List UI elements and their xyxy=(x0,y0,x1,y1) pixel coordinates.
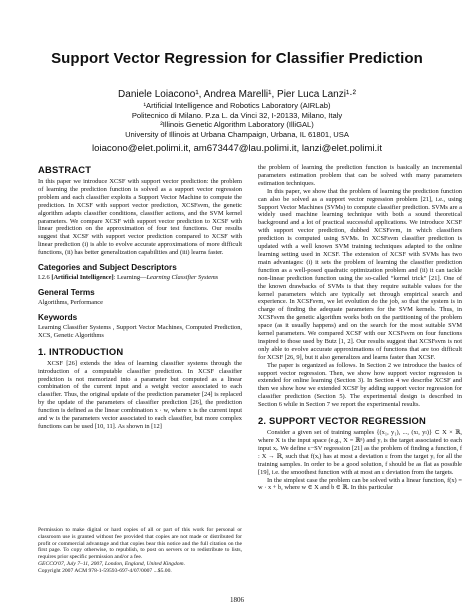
general-terms-text: Algorithms, Performance xyxy=(38,298,103,306)
section-2-heading: 2. SUPPORT VECTOR REGRESSION xyxy=(258,415,426,427)
general-terms-heading: General Terms xyxy=(38,287,95,297)
categories-code: I.2.6 xyxy=(38,274,52,282)
author-block xyxy=(0,89,474,155)
categories-text xyxy=(38,274,242,282)
categories-rest: : Learning— xyxy=(113,274,147,282)
right-paragraph-5: In the simplest case the problem can be solved with a linear function, f(x) = w · x + b, where w ∈ X and b ∈ ℝ. In this particular xyxy=(258,476,462,492)
abstract-heading: ABSTRACT xyxy=(38,164,92,175)
categories-italic: Learning Classifier Systems xyxy=(146,274,219,282)
left-column xyxy=(38,158,242,431)
copyright-line: Copyright 2007 ACM 978-1-59593-697-4/07/0007 ...$5.00. xyxy=(38,567,172,574)
categories-label: [Artificial Intelligence] xyxy=(51,274,114,282)
keywords-text: Learning Classifier Systems , Support Vector Machines, Computed Prediction, XCS, Genetic Algorithms xyxy=(38,323,242,339)
right-paragraph-3: The paper is organized as follows. In Section 2 we introduce the basics of support vector regression. Then, we show how support vector regression is extended for online learning (Section 3). In Section 4 we describe XCSF and then we show how we extended XCSF by adding support vector regression for classifier prediction (Section 5). The experimental design is described in Section 6 while in Section 7 we report the experimental results. xyxy=(258,361,462,409)
paper-title: Support Vector Regression for Classifier Prediction xyxy=(51,50,423,67)
affiliation-line-3: ²Illinois Genetic Algorithm Laboratory (IlliGAL) xyxy=(160,120,314,130)
permission-text: Permission to make digital or hard copies of all or part of this work for personal or classroom use is granted without fee provided that copies are not made or distributed for profit or commercial advantage and that copies bear this notice and the full citation on the first page. To copy otherwise, to republish, to post on servers or to redistribute to lists, requires prior specific permission and/or a fee. xyxy=(38,527,242,561)
page-number: 1806 xyxy=(230,596,244,604)
right-column xyxy=(258,164,462,492)
author-names: Daniele Loiacono¹, Andrea Marelli¹, Pier Luca Lanzi¹·² xyxy=(118,89,356,100)
right-paragraph-1: the problem of learning the prediction function is basically an incremental parameters estimation problem that can be solved with many parameters estimation techniques. xyxy=(258,164,462,187)
right-paragraph-2: In this paper, we show that the problem of learning the prediction function can also be solved as a support vector regression problem [21], i.e., using Support Vector Machines (SVMs) to compute classifier prediction. SVMs are a widely used machine learning technique with both a sound theoretical background and a lot of practical successful applications. We introduce XCSF with support vector prediction, dubbed XCSFsvm, in which classifiers prediction is computed using SVMs. In XCSFsvm classifier prediction is updated with a well known SVM training techniques adapted to the online learning setting used in XCSF. The extension of XCSF with SVMs has two main advantages: (i) it sets the problem of learning the classifier prediction function as a well-posed quadratic optimization problem and (ii) it can tackle non-linear prediction function using the so-called “kernel trick” [21]. One of the known drawbacks of SVMs is that they require suitable values for the kernel parameters which are typically set through empirical search and experience. In XCSFsvm, we let evolution do the job, so that the system is in charge of finding the adequate parameters for the SVM kernels. Thus, in XCSFsvm the genetic algorithm works both on the partitioning of the problem space (as it usually happens) and on the search for the most suitable SVM kernel parameters. We compared XCSF with our XCSFsvm on four functions inspired to those used by Butz [1, 2]. Our results suggest that XCSFsvm is not only able to evolve accurate approximations of functions that are too difficult for XCSF [26, 9], but it also generalizes and learns faster than XCSF. xyxy=(258,187,462,361)
right-paragraph-4: Consider a given set of training samples {(x₁, y₁), ..., (xₗ, yₗ)} ⊂ X × ℝ, where X is the input space (e.g., X = ℝⁿ) and yᵢ is the target associated to each input xᵢ. We define ε−SV regression [21] as the problem of finding a function, f : X → ℝ, such that f(xᵢ) has at most a deviation ε from the target yᵢ for all the training samples. In order to be a good solution, f should be as flat as possible [19], i.e. the smoothest function with at most an ε deviation from the targets. xyxy=(258,429,462,476)
affiliation-line-1: ¹Artificial Intelligence and Robotics Laboratory (AIRLab) xyxy=(143,101,331,110)
introduction-text: XCSF [26] extends the idea of learning classifier systems through the introduction of a computable classifier prediction. In XCSF classifier prediction is not memorized into a parameter but computed as a linear combination of the current input and a weight vector associated to each classifier. Thus, the original update of the prediction parameter [24] is replaced by the update of the parameters of classifier prediction [26], the prediction function is defined as the linear combination x · w, where x is the current input and w is the parameters vector associated to each classifier, but more complex functions can be used [10, 11]. As shown in [12] xyxy=(38,359,242,430)
keywords-heading: Keywords xyxy=(38,312,78,322)
abstract-text: In this paper we introduce XCSF with support vector prediction: the problem of learning the prediction function is solved as a support vector regression problem and each classifier exploits a Support Vector Machine to compute the prediction. In XCSF with support vector prediction, XCSFsvm, the genetic algorithm adapts classifier conditions, classifier actions, and the SVM kernel parameters. We compare XCSF with support vector prediction to XCSF with linear prediction on the approximation of four test functions. Our results suggest that XCSF with support vector prediction compared to XCSF with linear prediction (i) is able to evolve accurate approximations of more difficult functions, (ii) has better generalization capabilities and (iii) learns faster. xyxy=(38,178,242,257)
categories-heading: Categories and Subject Descriptors xyxy=(38,263,177,273)
introduction-heading: 1. INTRODUCTION xyxy=(38,345,124,357)
author-emails: loiacono@elet.polimi.it, am673447@lau.polimi.it, lanzi@elet.polimi.it xyxy=(92,143,382,155)
conference-line: GECCO'07, July 7–11, 2007, London, England, United Kingdom. xyxy=(38,560,185,567)
affiliation-line-4: University of Illinois at Urbana Champaign, Urbana, IL 61801, USA xyxy=(125,129,349,139)
affiliation-line-2: Politecnico di Milano. P.za L. da Vinci 32, I-20133, Milano, Italy xyxy=(131,110,343,120)
permission-notice xyxy=(38,527,242,575)
